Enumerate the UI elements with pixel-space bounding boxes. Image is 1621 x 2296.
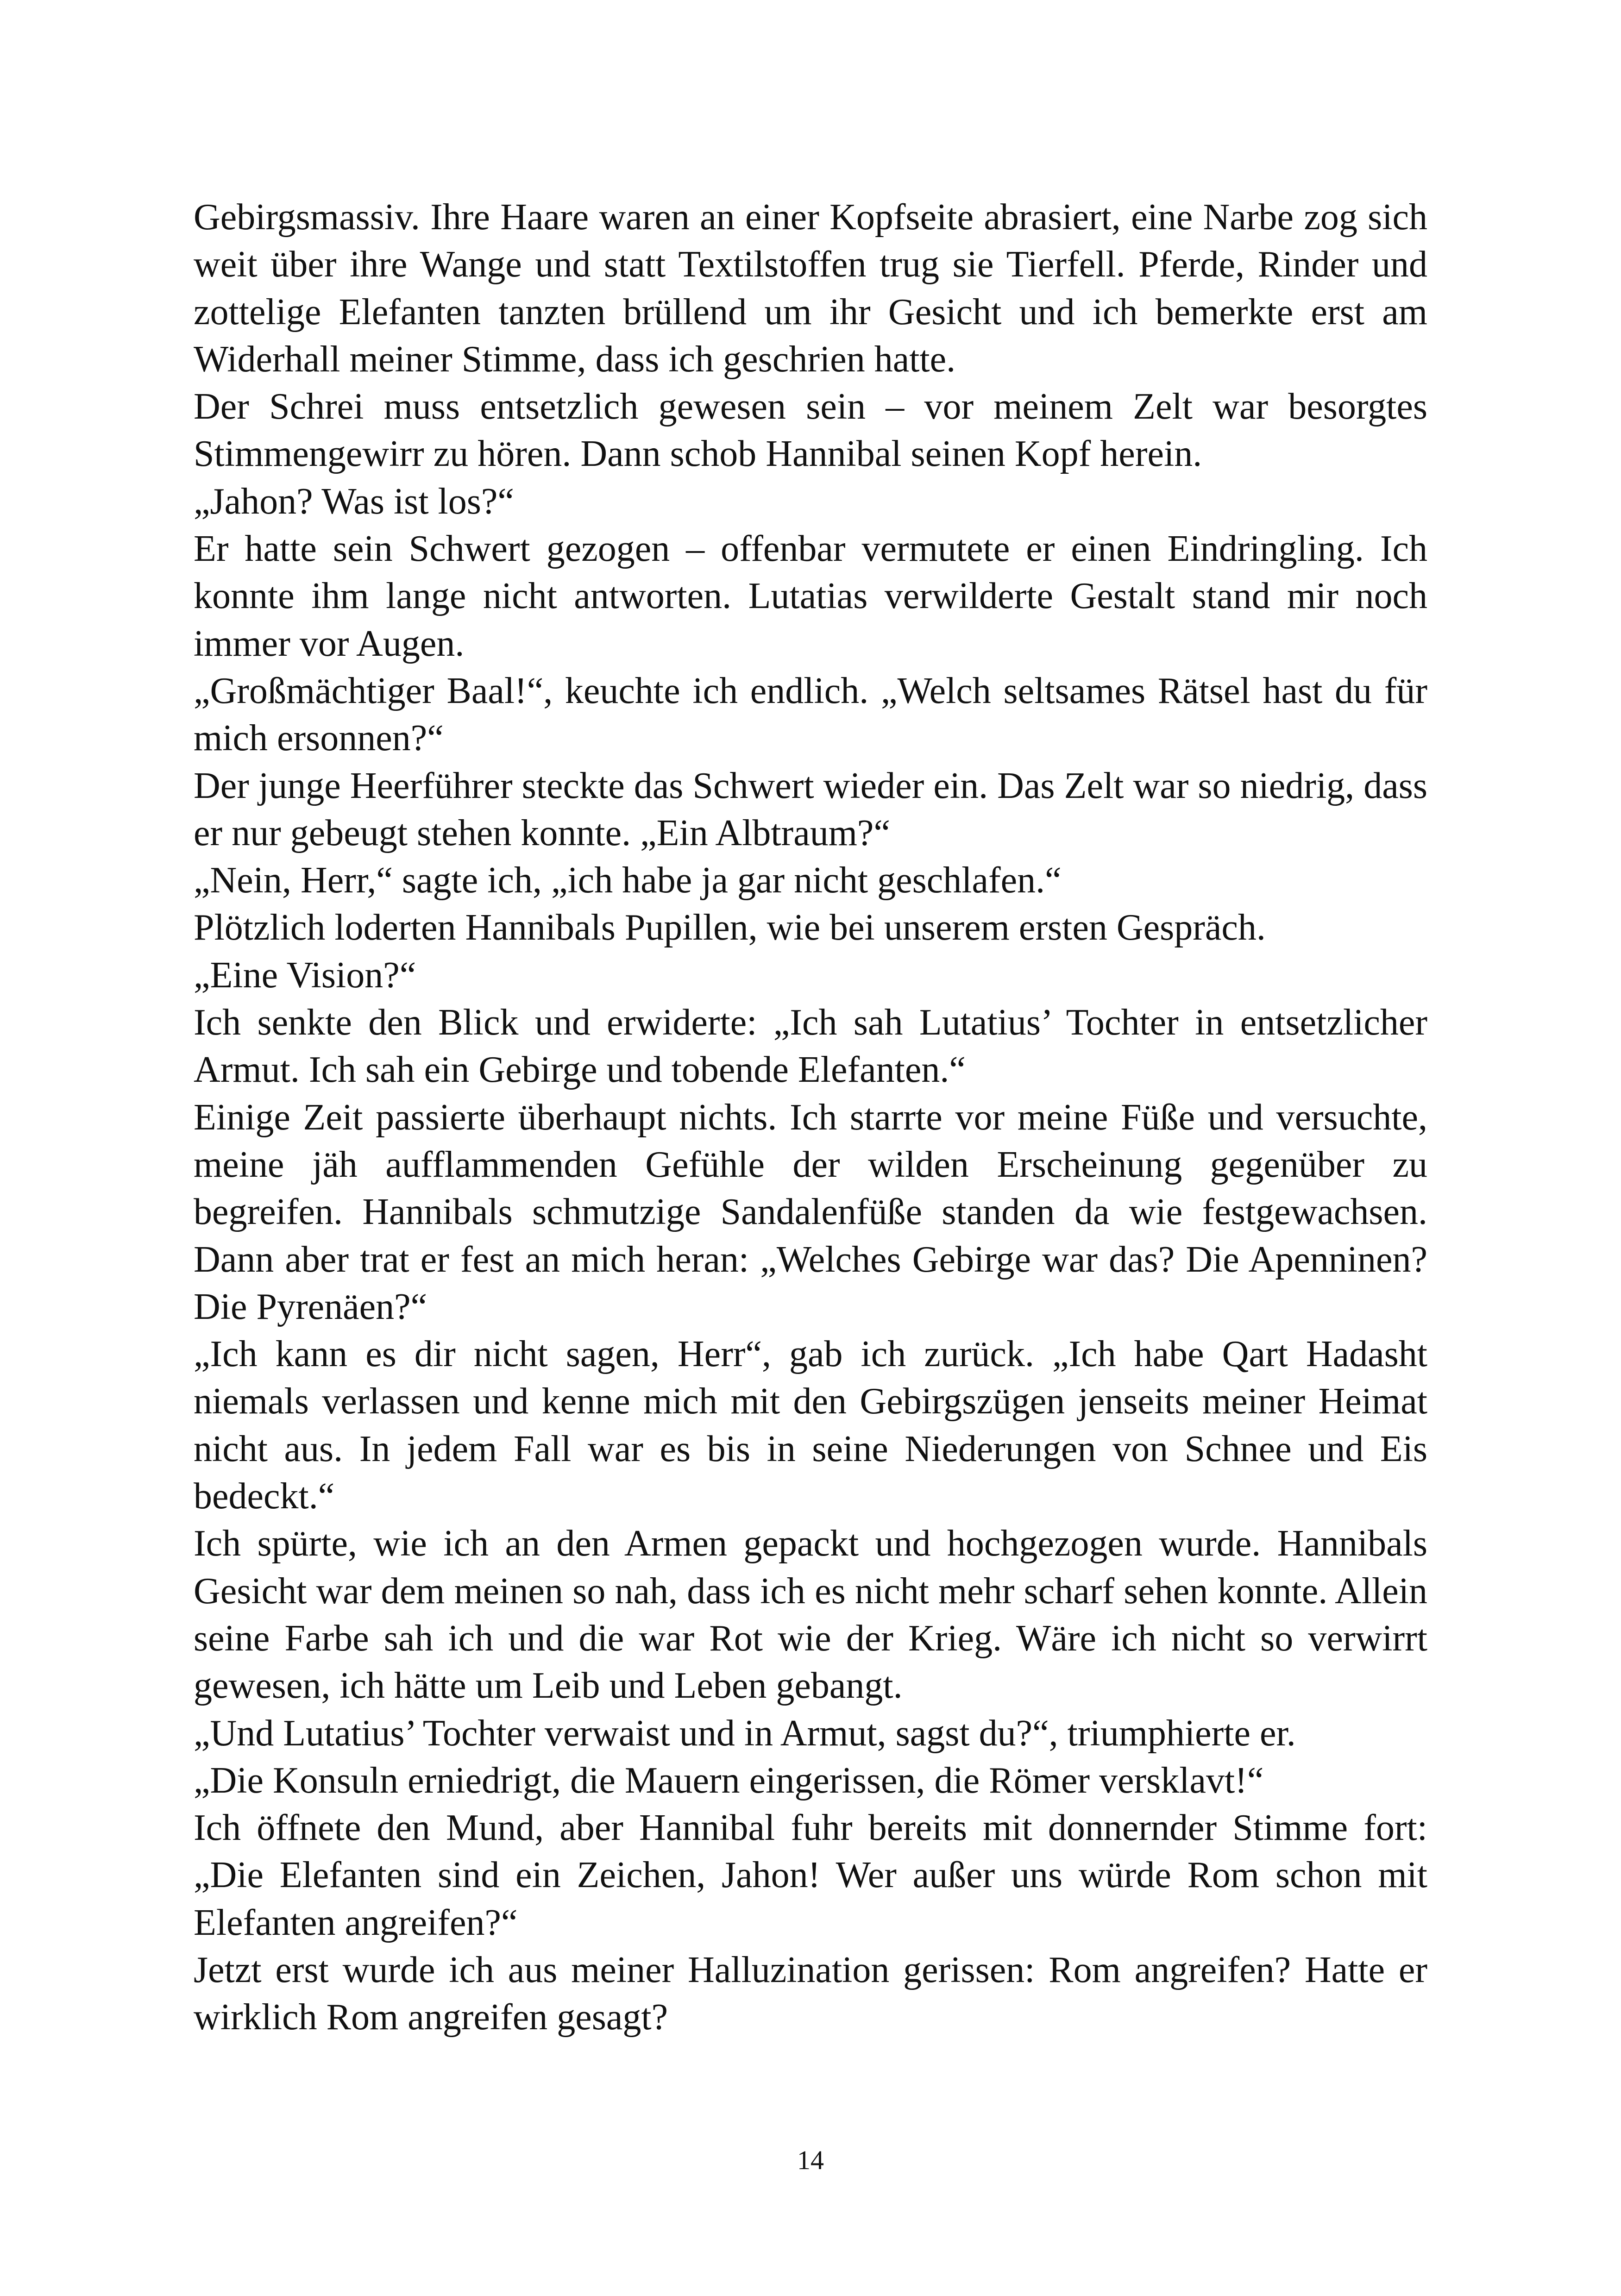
paragraph: „Eine Vision?“	[194, 954, 416, 996]
paragraph: Ich öffnete den Mund, aber Hannibal fuhr bereits mit donnernder Stimme fort: „Die Elefanten sind ein Zeichen, Jahon! Wer außer uns würde Rom schon mit Elefanten angreifen?“	[194, 1807, 1427, 1943]
paragraph: „Großmächtiger Baal!“, keuchte ich endlich. „Welch seltsames Rätsel hast du für mich ersonnen?“	[194, 670, 1427, 759]
body-text	[194, 194, 1427, 2041]
paragraph: „Die Konsuln erniedrigt, die Mauern eingerissen, die Römer versklavt!“	[194, 1760, 1264, 1801]
paragraph: Er hatte sein Schwert gezogen – offenbar vermutete er einen Eindringling. Ich konnte ihm lange nicht antworten. Lutatias verwilderte Gestalt stand mir noch immer vor Augen.	[194, 528, 1427, 664]
paragraph: „Nein, Herr,“ sagte ich, „ich habe ja gar nicht geschlafen.“	[194, 860, 1062, 901]
paragraph: Jetzt erst wurde ich aus meiner Halluzination gerissen: Rom angreifen? Hatte er wirklich Rom angreifen gesagt?	[194, 1949, 1427, 2038]
paragraph: Ich spürte, wie ich an den Armen gepackt und hochgezogen wurde. Hannibals Gesicht war dem meinen so nah, dass ich es nicht mehr scharf sehen konnte. Allein seine Farbe sah ich und die war Rot wie der Krieg. Wäre ich nicht so verwirrt gewesen, ich hätte um Leib und Leben gebangt.	[194, 1523, 1427, 1706]
paragraph: „Jahon? Was ist los?“	[194, 481, 514, 522]
page-number: 14	[797, 2145, 824, 2175]
paragraph: Ich senkte den Blick und erwiderte: „Ich sah Lutatius’ Tochter in entsetzlicher Armut. Ich sah ein Gebirge und tobende Elefanten.“	[194, 1002, 1427, 1091]
paragraph: Plötzlich loderten Hannibals Pupillen, wie bei unserem ersten Gespräch.	[194, 907, 1266, 948]
paragraph: Gebirgsmassiv. Ihre Haare waren an einer Kopfseite abrasiert, eine Narbe zog sich weit über ihre Wange und statt Textilstoffen trug sie Tierfell. Pferde, Rinder und zottelige Elefanten tanzten brüllend um ihr Gesicht und ich bemerkte erst am Widerhall meiner Stimme, dass ich geschrien hatte.	[194, 197, 1427, 380]
paragraph: „Und Lutatius’ Tochter verwaist und in Armut, sagst du?“, triumphierte er.	[194, 1713, 1296, 1754]
paragraph: Der junge Heerführer steckte das Schwert wieder ein. Das Zelt war so niedrig, dass er nur gebeugt stehen konnte. „Ein Albtraum?“	[194, 765, 1427, 853]
paragraph: Einige Zeit passierte überhaupt nichts. Ich starrte vor meine Füße und versuchte, meine jäh aufflammenden Gefühle der wilden Erscheinung gegenüber zu begreifen. Hannibals schmutzige Sandalenfüße standen da wie festgewachsen. Dann aber trat er fest an mich heran: „Welches Gebirge war das? Die Apenninen? Die Pyrenäen?“	[194, 1097, 1427, 1327]
paragraph: Der Schrei muss entsetzlich gewesen sein – vor meinem Zelt war besorgtes Stimmengewirr zu hören. Dann schob Hannibal seinen Kopf herein.	[194, 386, 1427, 475]
paragraph: „Ich kann es dir nicht sagen, Herr“, gab ich zurück. „Ich habe Qart Hadasht niemals verlassen und kenne mich mit den Gebirgszügen jenseits meiner Heimat nicht aus. In jedem Fall war es bis in seine Niederungen von Schnee und Eis bedeckt.“	[194, 1334, 1427, 1517]
